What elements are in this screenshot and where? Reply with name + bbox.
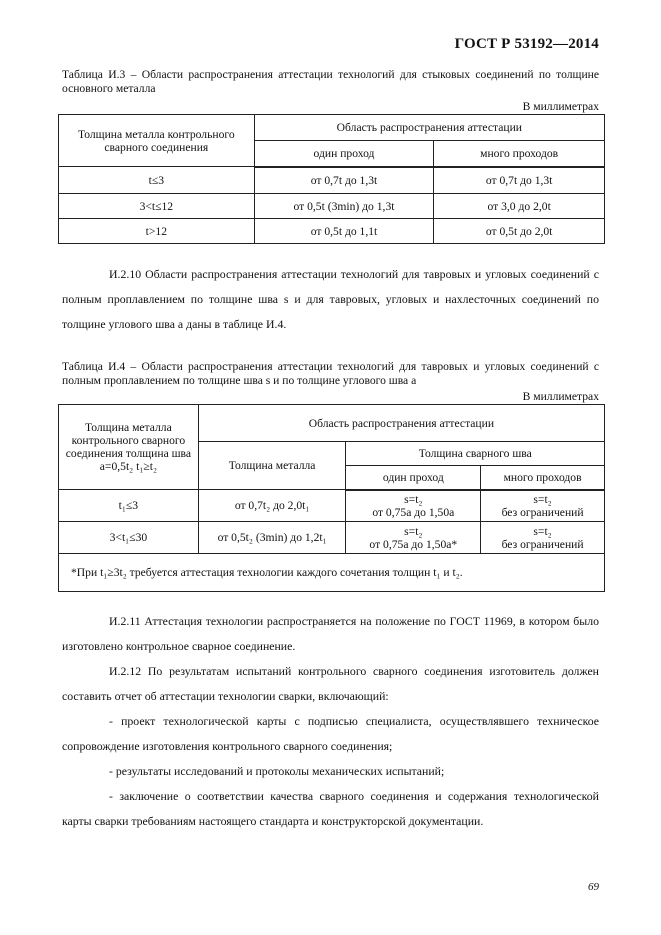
- table-4-note: *При t₁≥3t₂ требуется аттестация технологии каждого сочетания толщин t₁ и t₂.: [59, 554, 605, 592]
- cell: от 0,7t₂ до 2,0t₁: [198, 490, 346, 522]
- cell: от 0,5t до 1,1t: [254, 219, 434, 244]
- table-3-caption: Таблица И.3 – Области распространения аттестации технологий для стыковых соединений по толщине основного металла: [62, 68, 599, 95]
- table-4-col-group: Область распространения аттестации: [198, 405, 604, 442]
- cell-line: от 0,75a до 1,50a: [372, 505, 455, 519]
- cell: t>12: [59, 219, 255, 244]
- cell: [346, 490, 481, 522]
- page-number: 69: [588, 881, 599, 893]
- cell-line: от 0,75a до 1,50a*: [369, 537, 458, 551]
- table-4-col-thickness: Толщина металла контрольного сварного соединения толщина шва a=0,5t₂ t₁≥t₂: [59, 405, 199, 490]
- cell: от 0,7t до 1,3t: [434, 167, 605, 194]
- table-4-col-metal: Толщина металла: [198, 442, 346, 490]
- table-row: [59, 219, 605, 244]
- table-3-col-thickness: Толщина металла контрольного сварного соединения: [59, 115, 255, 167]
- table-3-col-group: Область распространения аттестации: [254, 115, 604, 141]
- cell-line: s=t₂: [404, 492, 423, 506]
- table-4: [58, 404, 605, 592]
- table-3-col-multi: много проходов: [434, 141, 605, 167]
- table-3: [58, 114, 605, 244]
- cell-line: без ограничений: [501, 505, 584, 519]
- list-item: - результаты исследований и протоколы механических испытаний;: [109, 764, 445, 778]
- cell: от 0,5t (3min) до 1,3t: [254, 194, 434, 219]
- cell: от 3,0 до 2,0t: [434, 194, 605, 219]
- cell: от 0,7t до 1,3t: [254, 167, 434, 194]
- cell: от 0,5t₂ (3min) до 1,2t₁: [198, 522, 346, 554]
- table-row: [59, 167, 605, 194]
- table-4-col-multi: много проходов: [481, 466, 605, 490]
- cell: 3<t≤12: [59, 194, 255, 219]
- cell: [346, 522, 481, 554]
- cell-line: s=t₂: [533, 492, 552, 506]
- paragraph-2-11: И.2.11 Аттестация технологии распространяется на положение по ГОСТ 11969, в котором было изготовлено контрольное сварное соединение.: [62, 614, 599, 653]
- cell: [481, 522, 605, 554]
- paragraph-2-12: И.2.12 По результатам испытаний контрольного сварного соединения изготовитель должен составить отчет об аттестации технологии сварки, включающий:: [62, 664, 599, 703]
- cell-line: s=t₂: [404, 524, 423, 538]
- table-4-unit: В миллиметрах: [522, 390, 599, 403]
- list-item: - заключение о соответствии качества сварного соединения и содержания технологической карты сварки требованиям настоящего стандарта и конструкторской документации.: [62, 789, 599, 828]
- table-row: [59, 522, 605, 554]
- table-4-col-single: один проход: [346, 466, 481, 490]
- cell: 3<t₁≤30: [59, 522, 199, 554]
- cell: t≤3: [59, 167, 255, 194]
- table-row: [59, 490, 605, 522]
- cell-line: без ограничений: [501, 537, 584, 551]
- table-4-col-seam: Толщина сварного шва: [346, 442, 605, 466]
- list-item: - проект технологической карты с подписью специалиста, осуществлявшего техническое сопровождение изготовления контрольного сварного соединения;: [62, 714, 599, 753]
- table-3-unit: В миллиметрах: [522, 100, 599, 113]
- table-4-caption: Таблица И.4 – Области распространения аттестации технологий для тавровых и угловых соединений с полным проплавлением по толщине шва s и по толщине углового шва a: [62, 360, 599, 387]
- cell: от 0,5t до 2,0t: [434, 219, 605, 244]
- table-3-col-single: один проход: [254, 141, 434, 167]
- cell: [481, 490, 605, 522]
- table-row: [59, 194, 605, 219]
- cell: t₁≤3: [59, 490, 199, 522]
- standard-header: ГОСТ Р 53192—2014: [454, 36, 599, 52]
- paragraph-2-10: И.2.10 Области распространения аттестации технологий для тавровых и угловых соединений с полным проплавлением по толщине шва s и для тавровых, угловых и нахлесточных соединений по толщине углового шва a даны в таблице И.4.: [62, 267, 599, 331]
- cell-line: s=t₂: [533, 524, 552, 538]
